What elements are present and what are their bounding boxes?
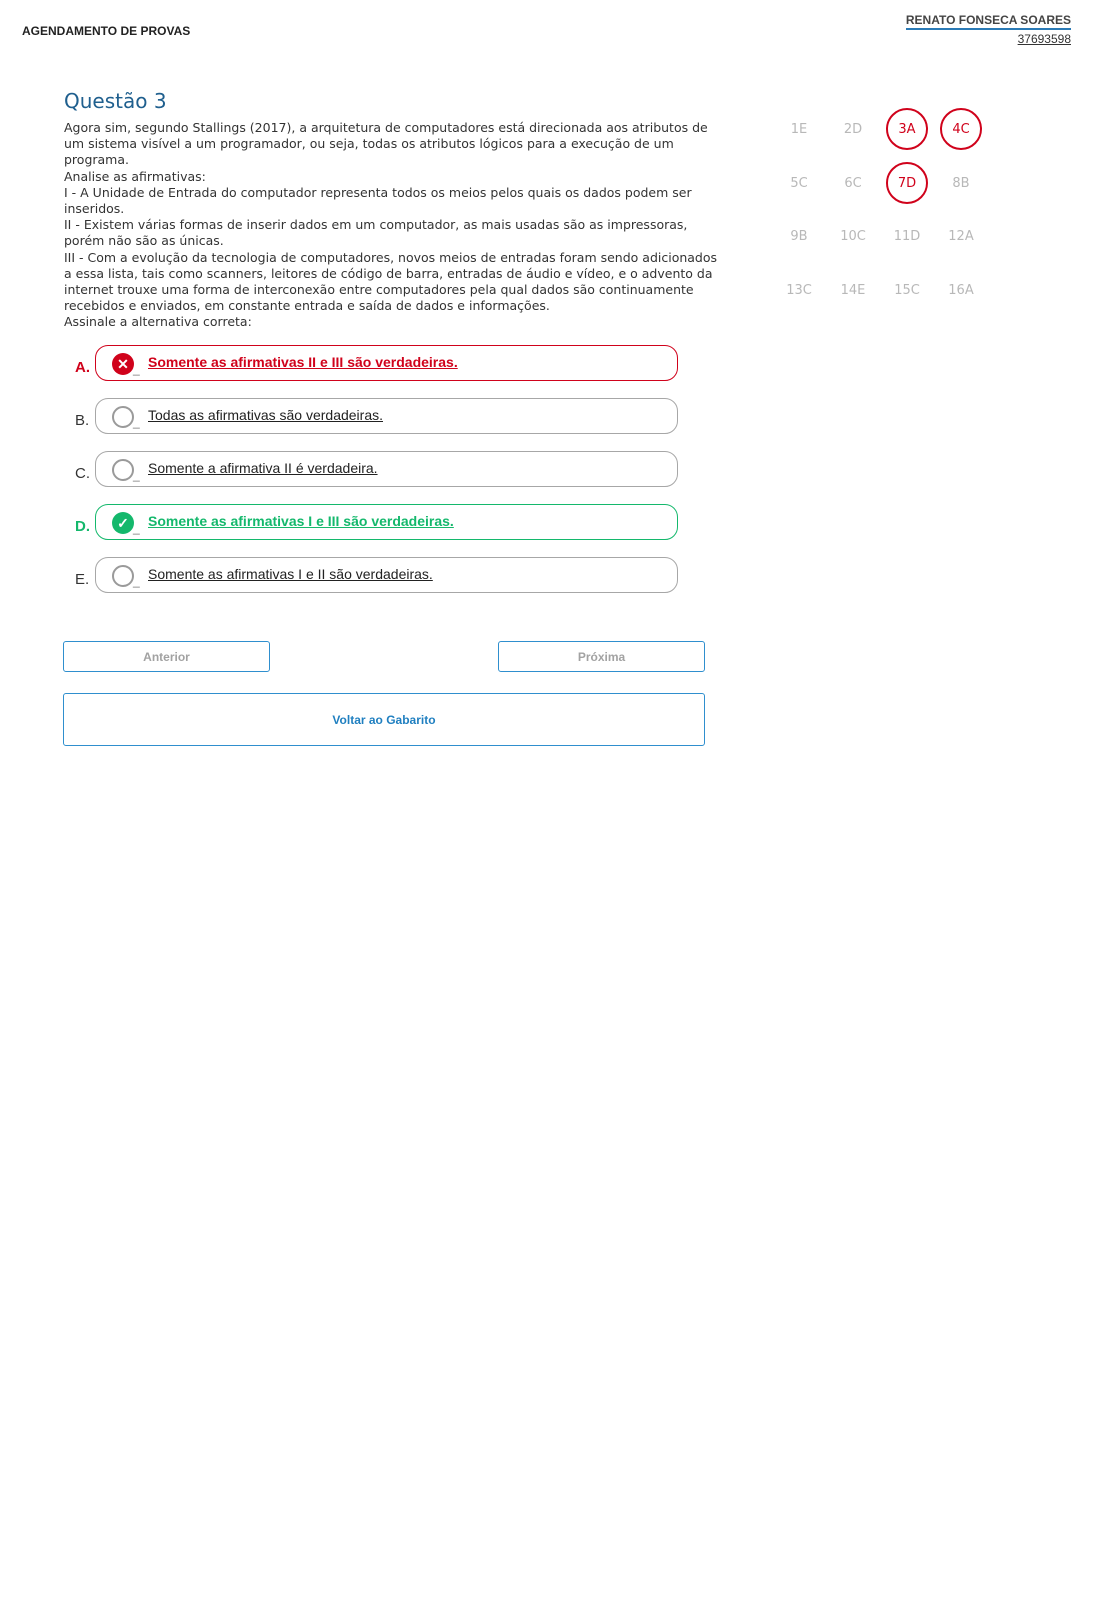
app-title: AGENDAMENTO DE PROVAS — [22, 24, 191, 38]
option-a[interactable] — [66, 345, 690, 385]
question-nav-item[interactable]: 10C — [840, 228, 866, 244]
question-nav-item[interactable]: 3A — [886, 108, 928, 150]
option-text: Todas as afirmativas são verdadeiras. — [148, 407, 383, 423]
question-nav-item[interactable]: 4C — [940, 108, 982, 150]
radio-icon[interactable] — [112, 459, 134, 481]
question-nav-item[interactable]: 14E — [840, 282, 866, 298]
option-text: Somente as afirmativas II e III são verdadeiras. — [148, 354, 458, 370]
option-box[interactable] — [95, 398, 678, 434]
option-tick: _ — [133, 521, 140, 535]
option-box[interactable] — [95, 504, 678, 540]
next-button[interactable]: Próxima — [498, 641, 705, 672]
question-nav-item[interactable]: 13C — [786, 282, 812, 298]
option-text: Somente a afirmativa II é verdadeira. — [148, 460, 378, 476]
wrong-icon: ✕ — [112, 353, 134, 375]
option-tick: _ — [133, 574, 140, 588]
question-nav-item[interactable]: 7D — [886, 162, 928, 204]
radio-icon[interactable] — [112, 565, 134, 587]
question-body — [64, 120, 724, 331]
option-e[interactable] — [66, 557, 690, 597]
previous-button[interactable]: Anterior — [63, 641, 270, 672]
question-paragraph: I - A Unidade de Entrada do computador representa todos os meios pelos quais os dados podem ser inseridos. — [64, 184, 692, 217]
question-nav-item[interactable]: 8B — [952, 175, 970, 191]
question-nav-item[interactable]: 5C — [790, 175, 808, 191]
option-tick: _ — [133, 415, 140, 429]
option-text: Somente as afirmativas I e II são verdadeiras. — [148, 566, 433, 582]
question-nav-item[interactable]: 11D — [893, 228, 921, 244]
question-nav-item[interactable]: 2D — [843, 121, 863, 137]
question-paragraph: II - Existem várias formas de inserir dados em um computador, as mais usadas são as impressoras, porém não são as únicas. — [64, 217, 688, 249]
question-paragraph: Analise as afirmativas: — [64, 168, 206, 184]
option-letter: B. — [75, 412, 90, 429]
question-paragraph: Assinale a alternativa correta: — [64, 314, 252, 330]
check-icon: ✓ — [112, 512, 134, 534]
option-letter: A. — [75, 359, 90, 376]
option-b[interactable] — [66, 398, 690, 438]
user-name-link[interactable]: RENATO FONSECA SOARES — [906, 13, 1071, 30]
question-nav-item[interactable]: 9B — [790, 228, 808, 244]
option-box[interactable] — [95, 451, 678, 487]
radio-icon[interactable] — [112, 406, 134, 428]
option-tick: _ — [133, 362, 140, 376]
option-d[interactable] — [66, 504, 690, 544]
question-nav-item[interactable]: 12A — [948, 228, 974, 244]
question-title: Questão 3 — [64, 89, 167, 113]
option-c[interactable] — [66, 451, 690, 491]
question-nav-item[interactable]: 6C — [844, 175, 862, 191]
option-text: Somente as afirmativas I e III são verdadeiras. — [148, 513, 454, 529]
option-tick: _ — [133, 468, 140, 482]
question-nav-item[interactable]: 15C — [894, 282, 920, 298]
question-paragraph: Agora sim, segundo Stallings (2017), a arquitetura de computadores está direcionada aos atributos de um sistema visível a um programador, ou seja, todas os atributos lógicos para a execução de um programa. — [64, 120, 708, 168]
option-box[interactable] — [95, 345, 678, 381]
question-paragraph: III - Com a evolução da tecnologia de computadores, novos meios de entradas foram sendo adicionados a essa lista, tais como scanners, leitores de código de barra, entradas de áudio e vídeo, e o advento da internet trouxe uma forma de interconexão entre computadores pela qual dados são continuamente recebidos e enviados, em constante entrada e saída de dados e informações. — [64, 249, 718, 314]
question-nav-item[interactable]: 1E — [790, 121, 808, 137]
option-letter: C. — [75, 465, 90, 482]
question-nav-item[interactable]: 16A — [948, 282, 974, 298]
back-to-answers-button[interactable]: Voltar ao Gabarito — [63, 693, 705, 746]
option-box[interactable] — [95, 557, 678, 593]
option-letter: D. — [75, 518, 90, 535]
option-letter: E. — [75, 571, 90, 588]
user-id: 37693598 — [1017, 32, 1071, 46]
